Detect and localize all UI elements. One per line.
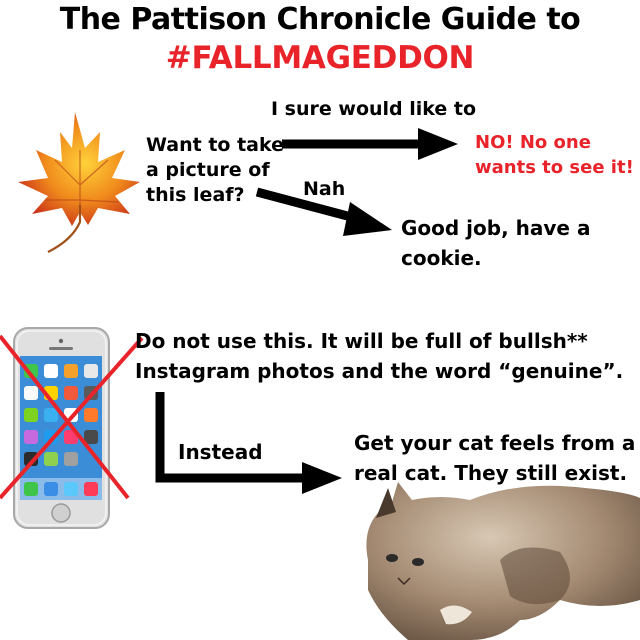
yes-branch-label: I sure would like to bbox=[271, 98, 477, 120]
no-result bbox=[401, 213, 590, 273]
phone-warning-line: Instagram photos and the word “genuine”. bbox=[135, 359, 624, 383]
yes-result-line: wants to see it! bbox=[475, 157, 634, 178]
arrow-yes bbox=[282, 128, 458, 160]
maple-leaf-icon bbox=[18, 112, 140, 252]
leaf-question-line: a picture of bbox=[146, 159, 270, 181]
yes-result-line: NO! No one bbox=[475, 132, 591, 153]
phone-warning bbox=[135, 326, 623, 386]
guide-hashtag: #FALLMAGEDDON bbox=[165, 40, 475, 76]
leaf-question-line: this leaf? bbox=[146, 184, 245, 206]
phone-warning-line: Do not use this. It will be full of bullsh** bbox=[135, 329, 588, 353]
leaf-question-line: Want to take bbox=[146, 134, 284, 156]
cat-result-line: real cat. They still exist. bbox=[354, 461, 628, 485]
yes-result bbox=[475, 130, 634, 180]
no-result-line: cookie. bbox=[401, 246, 482, 270]
leaf-question bbox=[146, 133, 284, 208]
no-branch-label: Nah bbox=[303, 178, 346, 200]
no-result-line: Good job, have a bbox=[401, 216, 591, 240]
guide-title: The Pattison Chronicle Guide to bbox=[59, 2, 581, 37]
cat-photo bbox=[366, 482, 640, 640]
cat-result-line: Get your cat feels from a bbox=[354, 431, 636, 455]
cat-result bbox=[354, 428, 635, 488]
instead-label: Instead bbox=[178, 440, 263, 464]
